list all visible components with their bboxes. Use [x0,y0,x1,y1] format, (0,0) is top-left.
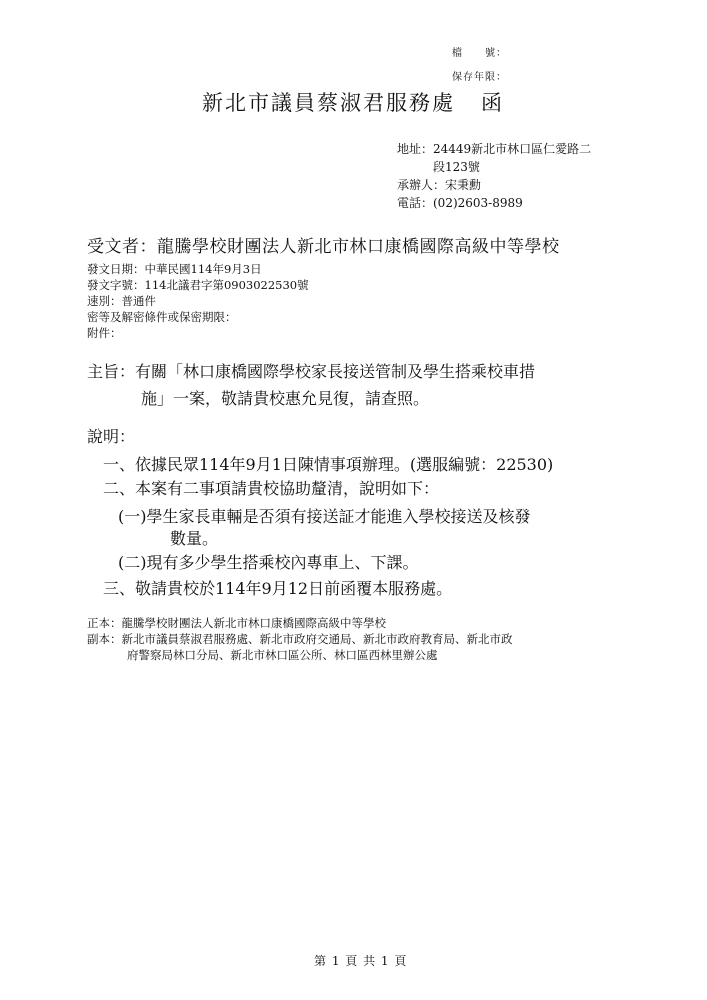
issue-number: 發文字號：114北議君字第0903022530號 [87,278,309,292]
recipient: 受文者：龍騰學校財團法人新北市林口康橋國際高級中等學校 [87,237,560,257]
office-name: 新北市議員蔡淑君服務處 [202,91,455,115]
explanation-item-2: 二、本案有二事項請貴校協助釐清，說明如下： [103,479,440,498]
subject-block [87,358,535,412]
issue-date: 發文日期：中華民國114年9月3日 [87,262,262,276]
sender-address-line2: 段123號 [433,160,480,174]
issuance-info [87,261,309,341]
secrecy-level: 密等及解密條件或保密期限： [87,310,237,324]
retention-period-label: 保存年限： [452,72,507,83]
explanation-heading: 說明： [87,427,136,446]
explanation-item-1: 一、依據民眾114年9月1日陳情事項辦理。(選服編號：22530) [103,455,554,474]
subject-line2: 施」一案，敬請貴校惠允見復，請查照。 [141,389,430,408]
letter-title [202,87,504,117]
subject-line1: 主旨：有關「林口康橋國際學校家長接送管制及學生搭乘校車措 [87,362,536,381]
main-recipient: 正本：龍騰學校財團法人新北市林口康橋國際高級中等學校 [87,616,386,630]
delivery-speed: 速別：普通件 [87,294,156,308]
copy-recipients-line2: 府警察局林口分局、新北市林口區公所、林口區西林里辦公處 [127,648,438,662]
sender-info [397,140,591,212]
explanation-sub-2: (二)現有多少學生搭乘校內專車上、下課。 [118,553,419,572]
explanation-sub-1-line2: 數量。 [170,529,219,548]
attachment: 附件： [87,326,122,340]
file-number-label: 檔 號： [452,48,507,59]
sender-handler: 承辦人：宋秉勳 [397,178,482,192]
sender-phone: 電話：(02)2603-8989 [397,196,523,210]
sender-address-line1: 地址：24449新北市林口區仁愛路二 [397,142,592,156]
copy-recipients-line1: 副本：新北市議員蔡淑君服務處、新北市政府交通局、新北市政府教育局、新北市政 [87,632,513,646]
explanation-sub-1-line1: (一)學生家長車輛是否須有接送証才能進入學校接送及核發 [118,507,531,526]
page-number: 第 1 頁 共 1 頁 [314,954,408,968]
distribution-list [87,615,513,663]
explanation-item-3: 三、敬請貴校於114年9月12日前函覆本服務處。 [103,579,453,598]
document-type: 函 [481,91,504,115]
